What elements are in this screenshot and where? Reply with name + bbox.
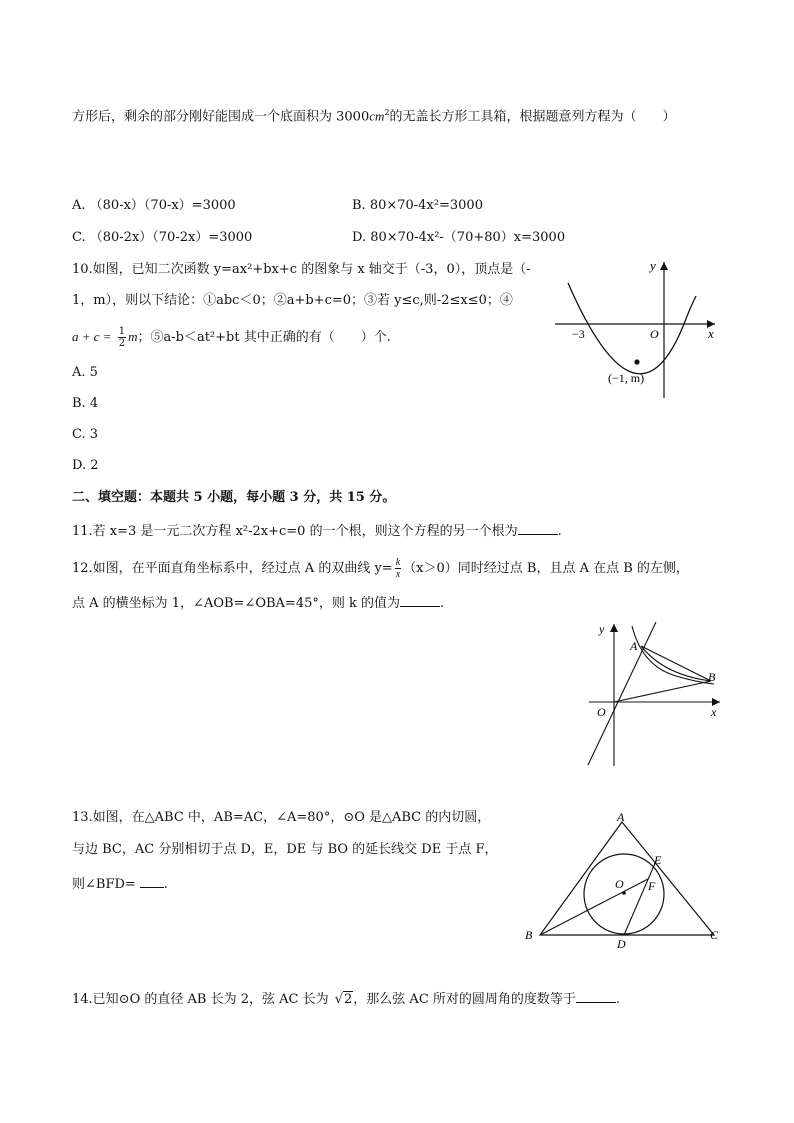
q10-option-c: C. 3 — [72, 427, 99, 442]
q13-line-1: 13.如图，在△ABC 中，AB=AC，∠A=80°，⊙O 是△ABC 的内切圆， — [72, 810, 491, 825]
q12-fig-b-label: B — [708, 670, 716, 684]
q9-option-d: D. 80×70-4x²-（70+80）x=3000 — [352, 230, 566, 245]
q10-line-3 — [72, 326, 391, 349]
q10-fraction: $\frac{1}{2}$ — [118, 326, 126, 349]
q10-option-d: D. 2 — [72, 458, 99, 473]
q13-fig-d-label: D — [617, 937, 626, 951]
q10-fig-vertex-label: (−1, m) — [608, 371, 645, 385]
q12-line-2-text: 点 A 的横坐标为 1，∠AOB=∠OBA=45°，则 k 的值为 — [72, 596, 401, 611]
q13-line-3-text: 则∠BFD= — [72, 877, 136, 892]
q13-line-3 — [72, 875, 168, 893]
q12-fig-a-label: A — [630, 639, 638, 653]
q11-period: . — [557, 524, 562, 539]
q12-fig-x-label: x — [711, 705, 717, 719]
q12-line-1 — [72, 557, 689, 580]
q14-answer-blank — [576, 990, 616, 1003]
q10-fig-x-label: x — [708, 326, 714, 341]
q12-fraction: $\frac{k}{x}$ — [395, 557, 401, 580]
q10-fig-origin: O — [650, 327, 659, 341]
q10-line-3-rest: ；⑤a-b＜at²+bt 其中正确的有（ ）个. — [137, 330, 391, 345]
q12-text-before: 12.如图，在平面直角坐标系中，经过点 A 的双曲线 y= — [72, 561, 393, 576]
q10-line-1: 10.如图，已知二次函数 y=ax²+bx+c 的图象与 x 轴交于（-3，0），顶点是（- — [72, 262, 531, 277]
q9-stem-tail: 方形后，剩余的部分刚好能围成一个底面积为 $3000cm^2$的无盖长方形工具箱，根据题意列方程为（ ） — [72, 108, 676, 125]
q13-fig-f-label: F — [648, 879, 656, 893]
q10-option-a: A. 5 — [72, 365, 98, 380]
q12-text-after: （x＞0）同时经过点 B，且点 A 在点 B 的左侧， — [403, 561, 689, 576]
q13-answer-blank — [140, 875, 164, 888]
q13-line-2: 与边 BC，AC 分别相切于点 D，E，DE 与 BO 的延长线交 DE 于点 F， — [72, 842, 498, 857]
q13-fig-o-label: O — [615, 877, 624, 891]
q9-option-c: C. （80-2x）（70-2x）=3000 — [72, 230, 253, 245]
q10-fig-minus3: −3 — [572, 327, 585, 341]
q9-unit: cm — [369, 108, 385, 124]
q9-option-b: B. 80×70-4x²=3000 — [352, 198, 483, 213]
q10-parabola-figure — [550, 258, 720, 403]
q10-option-b: B. 4 — [72, 396, 99, 411]
q10-line-2: 1，m），则以下结论：①abc＜0；②a+b+c=0；③若 y≤c,则-2≤x≤0；④ — [72, 293, 513, 308]
q14-sqrt-value: 2 — [344, 992, 353, 1007]
q10-formula-m: m — [128, 329, 138, 344]
q14-period: . — [615, 992, 621, 1007]
q12-period: . — [440, 596, 445, 611]
q13-triangle-figure — [522, 808, 722, 953]
q13-fig-c-label: C — [710, 928, 719, 942]
q13-fig-a-label: A — [617, 810, 625, 824]
q11-answer-blank — [518, 522, 558, 535]
q11 — [72, 522, 562, 540]
q12-line-2 — [72, 594, 444, 612]
q13-fig-e-label: E — [654, 853, 662, 867]
q9-option-a: A. （80-x）（70-x）=3000 — [72, 198, 236, 213]
q12-fig-y-label: y — [599, 622, 605, 636]
q11-text: 11.若 x=3 是一元二次方程 x²-2x+c=0 的一个根，则这个方程的另一个根为 — [72, 524, 518, 539]
q12-answer-blank — [400, 594, 440, 607]
q13-period: . — [163, 877, 168, 892]
q14-text-after: ，那么弦 AC 所对的圆周角的度数等于 — [353, 992, 576, 1007]
q10-formula-lhs: a + c = — [72, 329, 112, 344]
q13-fig-b-label: B — [525, 928, 533, 942]
q14: 14.已知⊙O 的直径 AB 长为 2，弦 AC 长为 √2，那么弦 AC 所对的圆周角的度数等于 . — [72, 992, 621, 1007]
q9-text-before: 方形后，剩余的部分刚好能围成一个底面积为 3000 — [72, 109, 370, 125]
q12-hyperbola-figure — [584, 620, 724, 770]
q10-fig-y-label: y — [650, 258, 656, 273]
q9-text-after: 的无盖长方形工具箱，根据题意列方程为（ ） — [389, 109, 676, 125]
q12-fig-origin: O — [597, 705, 606, 719]
q14-text-before: 14.已知⊙O 的直径 AB 长为 2，弦 AC 长为 — [72, 992, 329, 1007]
section-2-heading: 二、填空题：本题共 5 小题，每小题 3 分，共 15 分。 — [72, 490, 396, 505]
